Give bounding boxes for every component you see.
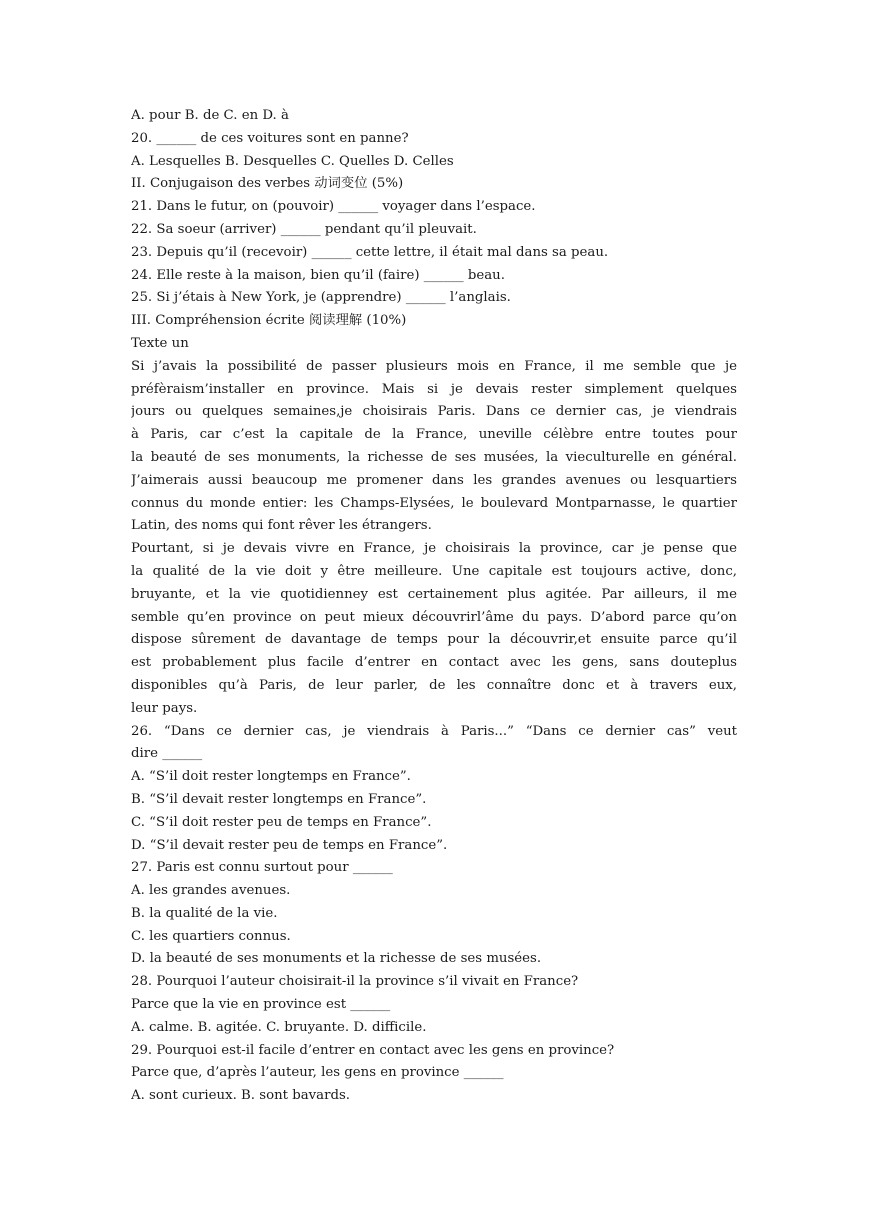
text-line: D. “S’il devait rester peu de temps en France”. bbox=[131, 837, 448, 853]
text-line: 25. Si j’étais à New York, je (apprendre) ______ l’anglais. bbox=[131, 290, 511, 306]
text-line: C. les quartiers connus. bbox=[131, 928, 291, 944]
text-line: Si j’avais la possibilité de passer plusieurs mois en France, il me semble que je bbox=[131, 358, 737, 374]
text-line: 21. Dans le futur, on (pouvoir) ______ voyager dans l’espace. bbox=[131, 199, 536, 215]
text-line: 28. Pourquoi l’auteur choisirait-il la province s’il vivait en France? bbox=[131, 974, 579, 990]
text-line: II. Conjugaison des verbes 动词变位 (5%) bbox=[131, 176, 404, 192]
text-line: à Paris, car c’est la capitale de la France, uneville célèbre entre toutes pour bbox=[131, 427, 737, 443]
text-line: dire ______ bbox=[131, 746, 203, 762]
text-line: semble qu’en province on peut mieux découvrirl’âme du pays. D’abord parce qu’on bbox=[131, 609, 737, 625]
text-line: Pourtant, si je devais vivre en France, je choisirais la province, car je pense que bbox=[131, 541, 737, 557]
text-line: 27. Paris est connu surtout pour ______ bbox=[131, 860, 393, 876]
text-line: disponibles qu’à Paris, de leur parler, de les connaître donc et à travers eux, bbox=[131, 677, 737, 693]
text-line: Parce que la vie en province est ______ bbox=[131, 997, 391, 1013]
text-line: Parce que, d’après l’auteur, les gens en province ______ bbox=[131, 1065, 504, 1081]
text-line: B. la qualité de la vie. bbox=[131, 905, 278, 921]
text-line: 24. Elle reste à la maison, bien qu’il (faire) ______ beau. bbox=[131, 267, 505, 283]
text-line: A. Lesquelles B. Desquelles C. Quelles D. Celles bbox=[131, 153, 454, 169]
text-line: J’aimerais aussi beaucoup me promener dans les grandes avenues ou lesquartiers bbox=[131, 472, 737, 488]
text-line: la beauté de ses monuments, la richesse de ses musées, la vieculturelle en général. bbox=[131, 449, 737, 465]
text-line: 23. Depuis qu’il (recevoir) ______ cette lettre, il était mal dans sa peau. bbox=[131, 244, 609, 260]
document-page bbox=[131, 105, 737, 1108]
text-line: III. Compréhension écrite 阅读理解 (10%) bbox=[131, 313, 407, 329]
text-line: la qualité de la vie doit y être meilleure. Une capitale est toujours active, donc, bbox=[131, 563, 737, 579]
text-line: C. “S’il doit rester peu de temps en France”. bbox=[131, 814, 432, 830]
text-line: B. “S’il devait rester longtemps en France”. bbox=[131, 791, 427, 807]
text-line: dispose sûrement de davantage de temps pour la découvrir,et ensuite parce qu’il bbox=[131, 632, 737, 648]
text-line: A. calme. B. agitée. C. bruyante. D. difficile. bbox=[131, 1019, 427, 1035]
text-line: A. “S’il doit rester longtemps en France”. bbox=[131, 769, 411, 785]
text-line: A. les grandes avenues. bbox=[131, 883, 291, 899]
text-line: D. la beauté de ses monuments et la richesse de ses musées. bbox=[131, 951, 542, 967]
text-line: 20. ______ de ces voitures sont en panne? bbox=[131, 130, 409, 146]
text-line: connus du monde entier: les Champs-Elysées, le boulevard Montparnasse, le quartier bbox=[131, 495, 737, 511]
text-line: leur pays. bbox=[131, 700, 198, 716]
text-line: préfèraism’installer en province. Mais si je devais rester simplement quelques bbox=[131, 381, 737, 397]
text-line: est probablement plus facile d’entrer en contact avec les gens, sans douteplus bbox=[131, 655, 737, 671]
text-line: bruyante, et la vie quotidienney est certainement plus agitée. Par ailleurs, il me bbox=[131, 586, 737, 602]
text-line: 29. Pourquoi est-il facile d’entrer en contact avec les gens en province? bbox=[131, 1042, 615, 1058]
text-line: Latin, des noms qui font rêver les étrangers. bbox=[131, 518, 432, 534]
text-line: 22. Sa soeur (arriver) ______ pendant qu’il pleuvait. bbox=[131, 221, 477, 237]
text-line: Texte un bbox=[131, 335, 189, 351]
text-line: A. sont curieux. B. sont bavards. bbox=[131, 1088, 351, 1104]
text-line: 26. “Dans ce dernier cas, je viendrais à Paris...” “Dans ce dernier cas” veut bbox=[131, 723, 737, 739]
text-line: jours ou quelques semaines,je choisirais Paris. Dans ce dernier cas, je viendrais bbox=[131, 404, 737, 420]
text-line: A. pour B. de C. en D. à bbox=[131, 108, 289, 123]
